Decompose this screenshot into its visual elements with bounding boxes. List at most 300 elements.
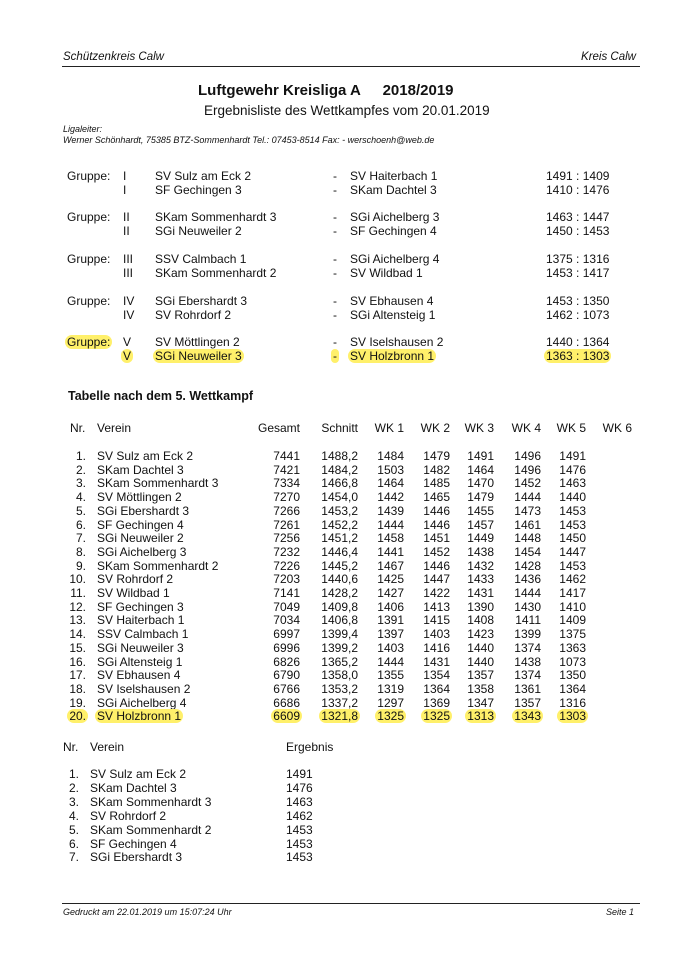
standings-wk3: 1438 xyxy=(467,544,494,559)
match-group-numeral: III xyxy=(123,252,134,266)
standings-rank: 6. xyxy=(75,517,86,532)
standings-total: 7256 xyxy=(273,531,300,546)
match-group-numeral: II xyxy=(123,210,130,224)
standings-wk5: 1350 xyxy=(559,668,586,683)
standings-wk2: 1447 xyxy=(423,572,450,587)
standings-rank: 9. xyxy=(75,558,86,573)
home-score: 1463 xyxy=(546,210,573,224)
standings-wk3: 1408 xyxy=(467,613,494,628)
leader-label: Ligaleiter: xyxy=(63,124,103,134)
highlight-mark: 1313 xyxy=(467,709,494,724)
standings-wk4: 1428 xyxy=(514,558,541,573)
standings-wk2: 1416 xyxy=(423,640,450,655)
away-score: 1453 xyxy=(582,224,610,238)
match-away-team: SGi Altensteig 1 xyxy=(350,308,436,322)
standings-wk2: 1446 xyxy=(423,517,450,532)
standings-club: SSV Calmbach 1 xyxy=(97,627,189,642)
standings-average: 1406,8 xyxy=(321,613,358,628)
col-wk3: WK 3 xyxy=(464,421,494,435)
match-score-wrap xyxy=(546,308,609,322)
match-score xyxy=(546,335,609,349)
match-dash: - xyxy=(333,308,337,322)
match-score-wrap xyxy=(546,335,609,349)
standings-wk2: 1364 xyxy=(423,681,450,696)
header-district: Kreis Calw xyxy=(581,51,636,63)
standings-wk4: 1448 xyxy=(514,531,541,546)
standings-total: 7334 xyxy=(273,476,300,491)
standings-wk5 xyxy=(536,709,586,723)
match-score-wrap xyxy=(544,349,611,363)
col-wk5: WK 5 xyxy=(556,421,586,435)
score-separator: : xyxy=(576,308,580,322)
standings-wk4: 1461 xyxy=(514,517,541,532)
standings-wk1: 1406 xyxy=(377,599,404,614)
result-club: SV Rohrdorf 2 xyxy=(90,808,167,823)
standings-average: 1453,2 xyxy=(321,503,358,518)
standings-wk2 xyxy=(400,709,450,723)
standings-wk3: 1440 xyxy=(467,654,494,669)
standings-total: 6790 xyxy=(273,668,300,683)
standings-wk4: 1496 xyxy=(514,462,541,477)
match-score-wrap xyxy=(546,183,609,197)
standings-club: SGi Neuweiler 3 xyxy=(97,640,184,655)
league-name: Luftgewehr Kreisliga A xyxy=(198,82,361,99)
match-home-team: SKam Sommenhardt 2 xyxy=(155,266,277,280)
away-score: 1073 xyxy=(582,308,610,322)
standings-wk2: 1465 xyxy=(423,490,450,505)
match-score-wrap xyxy=(546,294,609,308)
col-wk2: WK 2 xyxy=(420,421,450,435)
match-score-wrap xyxy=(546,169,609,183)
highlight-mark: SV Holzbronn 1 xyxy=(97,709,182,724)
match-score xyxy=(546,224,609,238)
match-away-team: SGi Aichelberg 4 xyxy=(350,252,440,266)
match-group-numeral: II xyxy=(123,224,130,238)
match-home-team: SKam Sommenhardt 3 xyxy=(155,210,277,224)
away-score: 1364 xyxy=(582,335,610,349)
standings-wk1: 1441 xyxy=(377,544,404,559)
leader-info: Werner Schönhardt, 75385 BTZ-Sommenhardt Tel.: 07453-8514 Fax: - werschoenh@web.de xyxy=(63,135,435,145)
match-group-numeral: V xyxy=(123,335,132,349)
match-away-team: SF Gechingen 4 xyxy=(350,224,437,238)
col-nr: Nr. xyxy=(70,421,86,435)
match-gruppe-label: Gruppe: xyxy=(67,169,111,183)
standings-wk5: 1375 xyxy=(559,627,586,642)
standings-wk1: 1444 xyxy=(377,654,404,669)
standings-wk4: 1436 xyxy=(514,572,541,587)
result-rank: 7. xyxy=(68,850,79,865)
standings-wk5: 1364 xyxy=(559,681,586,696)
match-score xyxy=(546,210,609,224)
result-score: 1453 xyxy=(286,836,313,851)
result-rank: 5. xyxy=(68,822,79,837)
standings-wk4: 1411 xyxy=(515,613,541,628)
standings-total: 7226 xyxy=(273,558,300,573)
standings-rank: 11. xyxy=(70,586,86,600)
standings-club: SGi Aichelberg 4 xyxy=(97,695,187,710)
standings-wk2: 1446 xyxy=(423,503,450,518)
standings-total: 7034 xyxy=(273,613,300,628)
standings-wk5: 1316 xyxy=(559,695,586,710)
standings-wk5: 1410 xyxy=(559,599,586,614)
standings-average: 1440,6 xyxy=(321,572,358,587)
standings-club: SF Gechingen 4 xyxy=(97,517,184,532)
standings-rank: 16. xyxy=(69,654,86,669)
standings-club: SV Sulz am Eck 2 xyxy=(97,449,194,463)
match-group-numeral xyxy=(123,349,131,363)
standings-average: 1358,0 xyxy=(321,668,358,683)
score-separator: : xyxy=(576,169,580,183)
match-score xyxy=(546,294,609,308)
standings-average: 1337,2 xyxy=(321,695,358,710)
standings-average: 1399,4 xyxy=(321,627,358,642)
standings-wk4: 1430 xyxy=(514,599,541,614)
standings-wk1 xyxy=(354,709,404,723)
standings-total: 7441 xyxy=(273,449,300,463)
standings-average: 1399,2 xyxy=(321,640,358,655)
standings-rank: 5. xyxy=(75,503,86,518)
standings-wk1: 1297 xyxy=(377,695,404,710)
standings-wk3: 1464 xyxy=(467,462,494,477)
home-score: 1453 xyxy=(546,294,573,308)
standings-wk1: 1467 xyxy=(377,558,404,573)
match-group-numeral: III xyxy=(123,266,134,280)
match-score-wrap xyxy=(546,252,609,266)
result-rank: 4. xyxy=(68,808,79,823)
standings-wk4: 1454 xyxy=(514,544,541,559)
standings-rank: 15. xyxy=(69,640,86,655)
col-wk4: WK 4 xyxy=(511,421,541,435)
standings-total: 7141 xyxy=(273,586,300,600)
standings-average: 1445,2 xyxy=(321,558,358,573)
col-schnitt: Schnitt xyxy=(321,421,358,435)
standings-rank: 13. xyxy=(69,613,86,628)
standings-average: 1446,4 xyxy=(321,544,358,559)
standings-wk3: 1457 xyxy=(467,517,494,532)
standings-wk3: 1347 xyxy=(467,695,494,710)
result-rank: 1. xyxy=(68,767,79,781)
highlight-mark: 20. xyxy=(69,709,86,724)
result-rank: 3. xyxy=(68,794,79,809)
standings-wk5: 1409 xyxy=(559,613,586,628)
match-dash: - xyxy=(333,335,337,349)
standings-wk2: 1422 xyxy=(423,586,450,600)
standings-total: 7421 xyxy=(273,462,300,477)
standings-rank: 12. xyxy=(69,599,86,614)
standings-total: 6826 xyxy=(273,654,300,669)
standings-wk4 xyxy=(491,709,541,723)
result-score: 1491 xyxy=(286,767,313,781)
standings-wk2: 1479 xyxy=(423,449,450,463)
standings-wk3: 1432 xyxy=(467,558,494,573)
standings-wk3: 1479 xyxy=(467,490,494,505)
standings-wk2: 1403 xyxy=(423,627,450,642)
standings-wk5: 1463 xyxy=(559,476,586,491)
match-score xyxy=(546,169,609,183)
standings-total: 6766 xyxy=(273,681,300,696)
match-home-team xyxy=(155,349,242,363)
standings-club: SV Iselshausen 2 xyxy=(97,681,191,696)
standings-average: 1466,8 xyxy=(321,476,358,491)
standings-wk5: 1453 xyxy=(559,558,586,573)
standings-wk5: 1462 xyxy=(559,572,586,587)
result-rank: 2. xyxy=(68,780,79,795)
standings-club: SGi Neuweiler 2 xyxy=(97,531,184,546)
score-separator: : xyxy=(576,294,580,308)
standings-wk1: 1444 xyxy=(377,517,404,532)
result-club: SKam Sommenhardt 3 xyxy=(90,794,212,809)
score-separator: : xyxy=(576,266,580,280)
score-separator: : xyxy=(576,210,580,224)
standings-club xyxy=(97,709,181,723)
standings-wk4: 1452 xyxy=(514,476,541,491)
match-group-numeral: I xyxy=(123,169,127,183)
standings-club: SV Wildbad 1 xyxy=(97,586,170,600)
standings-club: SV Möttlingen 2 xyxy=(97,490,182,505)
standings-club: SV Rohrdorf 2 xyxy=(97,572,174,587)
highlight-mark: 6609 xyxy=(273,709,300,724)
away-score: 1476 xyxy=(582,183,610,197)
standings-club: SKam Sommenhardt 2 xyxy=(97,558,219,573)
standings-wk4: 1496 xyxy=(514,449,541,463)
standings-total xyxy=(240,709,300,723)
result-score: 1453 xyxy=(286,850,313,865)
match-gruppe-label: Gruppe: xyxy=(67,210,111,224)
result-club: SF Gechingen 4 xyxy=(90,836,177,851)
standings-club: SV Haiterbach 1 xyxy=(97,613,185,628)
match-score xyxy=(546,308,609,322)
match-score xyxy=(546,252,609,266)
result-club: SGi Ebershardt 3 xyxy=(90,850,183,865)
standings-wk1: 1427 xyxy=(377,586,404,600)
results-col-nr: Nr. xyxy=(63,740,79,754)
match-away-team: SV Haiterbach 1 xyxy=(350,169,438,183)
standings-rank: 17. xyxy=(69,668,86,683)
away-score: 1409 xyxy=(582,169,610,183)
standings-average: 1454,0 xyxy=(321,490,358,505)
standings-wk3: 1455 xyxy=(467,503,494,518)
standings-total: 6996 xyxy=(273,640,300,655)
standings-wk3: 1440 xyxy=(467,640,494,655)
standings-rank: 10. xyxy=(69,572,86,587)
standings-total: 7203 xyxy=(273,572,300,587)
standings-average: 1452,2 xyxy=(321,517,358,532)
score-separator: : xyxy=(576,335,580,349)
standings-wk2: 1482 xyxy=(423,462,450,477)
match-group-numeral: IV xyxy=(123,308,135,322)
score-separator: : xyxy=(576,252,580,266)
standings-rank: 4. xyxy=(75,490,86,505)
standings-wk1: 1503 xyxy=(377,462,404,477)
standings-wk4: 1473 xyxy=(514,503,541,518)
match-away-team: SGi Aichelberg 3 xyxy=(350,210,440,224)
result-rank: 6. xyxy=(68,836,79,851)
col-verein: Verein xyxy=(97,421,132,435)
standings-wk5: 1453 xyxy=(559,517,586,532)
highlight-mark: SV Holzbronn 1 xyxy=(350,349,435,363)
standings-wk3 xyxy=(444,709,494,723)
standings-wk3: 1470 xyxy=(467,476,494,491)
standings-wk5: 1450 xyxy=(559,531,586,546)
page-number: Seite 1 xyxy=(605,907,634,917)
standings-wk2: 1451 xyxy=(423,531,450,546)
standings-club: SGi Aichelberg 3 xyxy=(97,544,187,559)
standings-wk4: 1399 xyxy=(514,627,541,642)
standings-average: 1353,2 xyxy=(321,681,358,696)
header-rule xyxy=(62,66,640,67)
standings-wk2: 1431 xyxy=(423,654,450,669)
home-score: 1440 xyxy=(546,335,573,349)
match-dash: - xyxy=(333,210,337,224)
standings-wk2: 1369 xyxy=(423,695,450,710)
standings-wk1: 1458 xyxy=(377,531,404,546)
standings-wk1: 1391 xyxy=(377,613,404,628)
score-separator: : xyxy=(576,183,580,197)
standings-rank: 14. xyxy=(69,627,86,642)
standings-total: 7270 xyxy=(273,490,300,505)
match-score xyxy=(546,349,609,363)
away-score: 1417 xyxy=(582,266,610,280)
standings-wk4: 1444 xyxy=(514,490,541,505)
result-score: 1453 xyxy=(286,822,313,837)
col-gesamt: Gesamt xyxy=(257,421,300,435)
match-dash: - xyxy=(333,224,337,238)
standings-wk5: 1417 xyxy=(559,586,586,600)
standings-wk5: 1363 xyxy=(559,640,586,655)
page-subtitle: Ergebnisliste des Wettkampfes vom 20.01.2019 xyxy=(204,103,490,118)
match-score xyxy=(546,266,609,280)
standings-wk3: 1431 xyxy=(467,586,494,600)
match-score xyxy=(546,183,609,197)
standings-wk5: 1476 xyxy=(559,462,586,477)
standings-wk1: 1403 xyxy=(377,640,404,655)
standings-wk3: 1357 xyxy=(467,668,494,683)
standings-rank: 3. xyxy=(75,476,86,491)
standings-rank: 19. xyxy=(69,695,86,710)
standings-average: 1451,2 xyxy=(321,531,358,546)
footer-rule xyxy=(62,903,640,904)
col-wk6: WK 6 xyxy=(602,421,632,435)
score-separator: : xyxy=(576,224,580,238)
match-away-team: SV Ebhausen 4 xyxy=(350,294,434,308)
match-home-team: SV Sulz am Eck 2 xyxy=(155,169,252,183)
highlight-mark: SGi Neuweiler 3 xyxy=(155,349,242,363)
match-dash: - xyxy=(333,252,337,266)
standings-total: 7266 xyxy=(273,503,300,518)
match-gruppe-label: Gruppe: xyxy=(67,252,111,266)
home-score: 1450 xyxy=(546,224,573,238)
standings-rank: 7. xyxy=(75,531,86,546)
standings-club: SGi Ebershardt 3 xyxy=(97,503,190,518)
standings-wk1: 1442 xyxy=(377,490,404,505)
standings-wk4: 1357 xyxy=(514,695,541,710)
standings-total: 6686 xyxy=(273,695,300,710)
standings-total: 6997 xyxy=(273,627,300,642)
season: 2018/2019 xyxy=(382,82,454,99)
match-dash xyxy=(333,349,337,363)
away-score: 1316 xyxy=(582,252,610,266)
standings-wk2: 1446 xyxy=(423,558,450,573)
highlight-mark: 1303 xyxy=(559,709,586,724)
result-score: 1476 xyxy=(286,780,313,795)
match-home-team: SGi Neuweiler 2 xyxy=(155,224,242,238)
match-group-numeral: IV xyxy=(123,294,135,308)
standings-wk1: 1464 xyxy=(377,476,404,491)
result-club: SV Sulz am Eck 2 xyxy=(90,767,187,781)
away-score: 1303 xyxy=(582,349,610,363)
standings-wk2: 1485 xyxy=(423,476,450,491)
highlight-mark: 1325 xyxy=(423,709,450,724)
score-separator: : xyxy=(576,349,580,363)
match-away-team: SV Iselshausen 2 xyxy=(350,335,444,349)
home-score: 1375 xyxy=(546,252,573,266)
result-club: SKam Sommenhardt 2 xyxy=(90,822,212,837)
standings-average xyxy=(298,709,358,723)
highlight-mark: V xyxy=(123,349,132,363)
standings-average: 1488,2 xyxy=(321,449,358,463)
match-score-wrap xyxy=(546,224,609,238)
match-gruppe-label xyxy=(67,335,110,349)
standings-wk5: 1447 xyxy=(559,544,586,559)
highlight-mark: 1343 xyxy=(514,709,541,724)
standings-wk2: 1354 xyxy=(423,668,450,683)
standings-wk1: 1484 xyxy=(377,449,404,463)
match-dash: - xyxy=(333,169,337,183)
result-score: 1463 xyxy=(286,794,313,809)
standings-total: 7261 xyxy=(273,517,300,532)
match-away-team: SKam Dachtel 3 xyxy=(350,183,437,197)
match-score-wrap xyxy=(546,210,609,224)
standings-wk4: 1444 xyxy=(514,586,541,600)
standings-wk4: 1374 xyxy=(514,668,541,683)
standings-total: 7049 xyxy=(273,599,300,614)
match-score-wrap xyxy=(546,266,609,280)
standings-club: SGi Altensteig 1 xyxy=(97,654,183,669)
match-home-team: SV Möttlingen 2 xyxy=(155,335,240,349)
match-dash: - xyxy=(333,294,337,308)
standings-wk3: 1358 xyxy=(467,681,494,696)
print-date: Gedruckt am 22.01.2019 um 15:07:24 Uhr xyxy=(63,907,232,917)
match-home-team: SSV Calmbach 1 xyxy=(155,252,247,266)
home-score: 1453 xyxy=(546,266,573,280)
standings-wk2: 1415 xyxy=(423,613,450,628)
standings-wk3: 1390 xyxy=(467,599,494,614)
standings-wk3: 1491 xyxy=(467,449,494,463)
standings-wk5: 1440 xyxy=(559,490,586,505)
standings-club: SF Gechingen 3 xyxy=(97,599,184,614)
header-club: Schützenkreis Calw xyxy=(63,51,164,63)
match-home-team: SF Gechingen 3 xyxy=(155,183,242,197)
table-title: Tabelle nach dem 5. Wettkampf xyxy=(68,389,254,403)
results-col-ergebnis: Ergebnis xyxy=(286,740,334,754)
match-home-team: SGi Ebershardt 3 xyxy=(155,294,248,308)
match-dash: - xyxy=(333,266,337,280)
home-score: 1491 xyxy=(546,169,573,183)
match-group-numeral: I xyxy=(123,183,127,197)
standings-club: SKam Sommenhardt 3 xyxy=(97,476,219,491)
standings-wk2: 1452 xyxy=(423,544,450,559)
col-wk1: WK 1 xyxy=(374,421,404,435)
result-club: SKam Dachtel 3 xyxy=(90,780,177,795)
standings-wk5: 1453 xyxy=(559,503,586,518)
standings-wk5: 1073 xyxy=(559,654,586,669)
standings-rank: 1. xyxy=(75,449,86,463)
standings-wk3: 1449 xyxy=(467,531,494,546)
match-dash: - xyxy=(333,183,337,197)
standings-rank: 8. xyxy=(75,544,86,559)
standings-average: 1409,8 xyxy=(321,599,358,614)
match-away-team xyxy=(350,349,434,363)
